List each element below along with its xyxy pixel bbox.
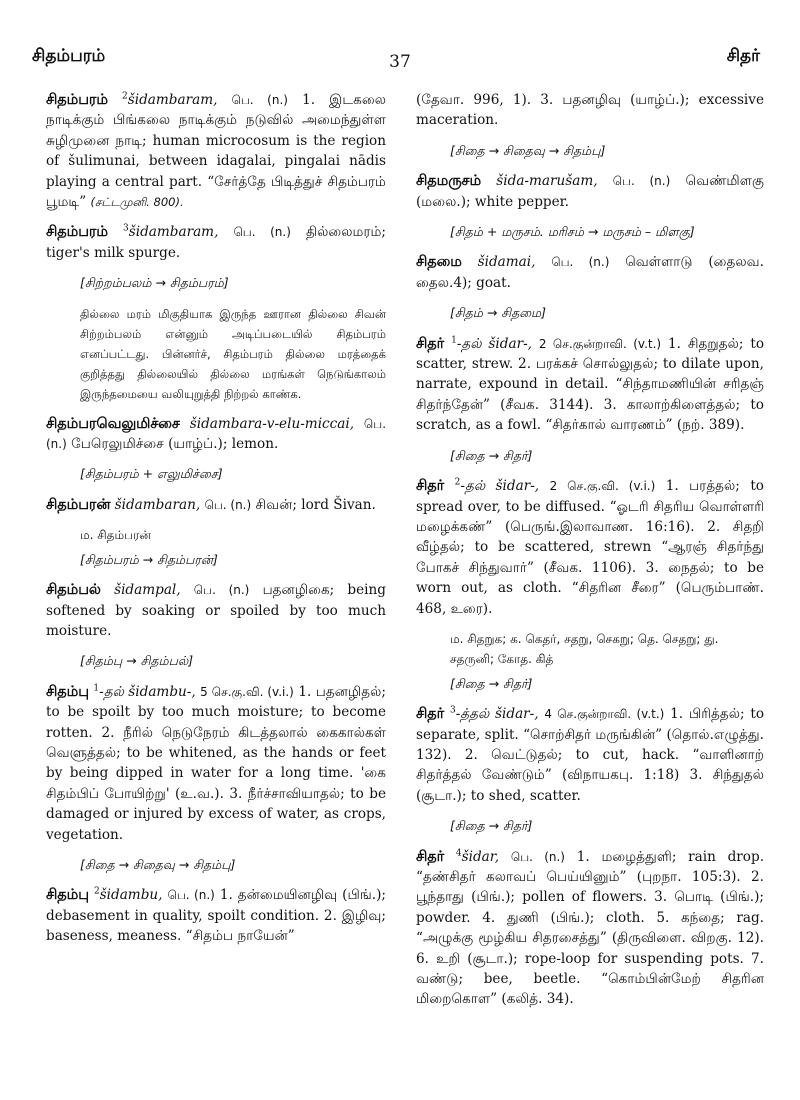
definition-text: 1. பிரித்தல்; to separate, split. “சொற்சிதர் மருங்கின்” (தொல்.எழுத்து. 132). 2. வெட்டுதல்; to cut, hack. “வாளினாற் சிதர்த்தல் வேண்டும்” (விநாயகபு. 1:18) 3. சிந்துதல் (சூடா.); to shed, scatter. <box>416 706 765 804</box>
part-of-speech: பெ. (n.) <box>510 849 565 864</box>
dictionary-entry <box>46 414 386 455</box>
sense-number: 2 <box>93 886 100 897</box>
sense-number: 4 <box>455 848 462 859</box>
dictionary-entry <box>416 476 764 619</box>
transliteration: šida-marušam, <box>496 173 598 190</box>
transliteration: šidambaran, <box>114 496 201 513</box>
transliteration: -தல் šidar-, <box>456 335 532 352</box>
part-of-speech: பெ. (n.) <box>167 888 215 903</box>
part-of-speech: பெ. (n.) <box>193 583 250 598</box>
running-head-right: சிதர் <box>726 46 760 66</box>
etymology: [சிதம்பரம் → சிதம்பரன்] <box>80 551 218 567</box>
dictionary-entry <box>416 704 764 806</box>
definition-text: 1. பதனழிதல்; to be spoilt by too much moisture; to become rotten. 2. நீரில் நெடுநேரம் கிடத்தலால் கைகால்கள் வெளுத்தல்; to be whitened, as the hands or feet by being dipped in water for a long time. 'கை சிதம்பிப் போயிற்று' (உ.வ.). 3. நீர்ச்சாவியாதல்; to be damaged or injured by excess of water, as crops, vegetation. <box>46 683 386 843</box>
part-of-speech: 5 செ.கு.வி. (v.i.) <box>200 684 294 699</box>
headword: சிதம்பு <box>46 887 89 904</box>
sense-number: 3 <box>449 705 456 716</box>
part-of-speech: பெ. (n.) <box>46 416 387 452</box>
headword: சிதர் <box>416 848 445 865</box>
etymology: [சிதம்பரம் + எலுமிச்சை] <box>80 466 223 482</box>
headword: சிதமருசம் <box>416 173 482 190</box>
etymology: [சிதம் → சிதமை] <box>450 305 546 321</box>
dictionary-entry <box>46 222 386 263</box>
etymology: [சிதம்பு → சிதம்பல்] <box>80 653 194 669</box>
part-of-speech: பெ. (n.) <box>551 255 610 270</box>
part-of-speech: 2 செ.கு.வி. (v.i.) <box>549 479 656 494</box>
definition-text: 1. தன்மையினழிவு (பிங்.); debasement in quality, spoilt condition. 2. இழிவு; baseness, meaness. “சிதம்ப நாயேன்” <box>46 887 386 945</box>
sense-number: 1 <box>451 335 457 346</box>
headword: சிதம்பரன் <box>46 496 111 513</box>
transliteration: šidambu, <box>99 887 163 904</box>
transliteration: -தல் šidambu-, <box>99 683 196 700</box>
part-of-speech: 4 செ.குன்றாவி. (v.t.) <box>544 707 665 722</box>
definition-text: தில்லைமரம்; tiger's milk spurge. <box>46 224 386 261</box>
definition-text: வெண்மிளகு (மலை.); white pepper. <box>416 173 765 210</box>
etymology: [சிதை → சிதர்] <box>450 818 533 834</box>
usage-note: தில்லை மரம் மிகுதியாக இருந்த ஊரான தில்லை சிவன் சிற்றம்பலம் என்னும் அடிப்படையில் சிதம்பரம் எனப்பட்டது. பின்னர்ச், சிதம்பரம் தில்லை மரத்தைக் குறித்தது தில்லையில் தில்லை மரங்கள் நெடுங்காலம் இருந்தமையை வலியுறுத்தி நிற்றல் காண்க. <box>80 306 386 401</box>
part-of-speech: பெ. (n.) <box>233 225 291 240</box>
dictionary-entry <box>46 495 386 515</box>
definition-text: 1. இடகலை நாடிக்கும் பிங்கலை நாடிக்கும் நடுவில் அமைந்துள்ள சுழிமுனை நாடி; human microcosum is the region of šulimunai, between idagalai, pingalai nādis playing a central part. “சேர்த்தே பிடித்துச் சிதம்பரம் பூமடி” <box>46 92 386 211</box>
definition-text: (தேவா. 996, 1). 3. பதனழிவு (யாழ்ப்.); excessive maceration. <box>416 92 764 129</box>
dictionary-entry <box>416 252 764 293</box>
part-of-speech: 2 செ.குன்றாவி. (v.t.) <box>538 336 662 351</box>
headword: சிதம்பரம் <box>46 224 108 241</box>
sense-number: 2 <box>454 477 461 488</box>
left-column <box>46 90 386 957</box>
dictionary-entry <box>416 171 764 212</box>
sense-number: 1 <box>93 683 100 694</box>
headword: சிதர் <box>416 706 445 723</box>
etymology: [சிற்றம்பலம் → சிதம்பரம்] <box>80 275 229 291</box>
definition-text: பதனழிகை; being softened by soaking or spoiled by too much moisture. <box>46 582 386 639</box>
etymology: [சிதை → சிதர்] <box>450 675 533 691</box>
transliteration: -த்தல் šidar-, <box>455 706 539 723</box>
part-of-speech: பெ. (n.) <box>204 497 252 512</box>
cognates: ம. சிதறுக; க. கெதர், சதறு, செகறு; தெ. செதறு; து. சதருனி; கோத. கித் <box>450 631 719 667</box>
citation: (சட்டமுனி. 800). <box>90 195 184 210</box>
cognates: ம. சிதம்பரன் <box>80 528 151 543</box>
transliteration: šidambaram, <box>127 92 218 108</box>
headword: சிதம்பரம் <box>46 92 108 108</box>
transliteration: šidamai, <box>477 254 536 271</box>
transliteration: šidambaram, <box>128 224 219 241</box>
headword: சிதம்பல் <box>46 582 101 599</box>
etymology: [சிதை → சிதைவு → சிதம்பு] <box>80 856 236 872</box>
etymology: [சிதை → சிதைவு → சிதம்பு] <box>450 142 606 158</box>
part-of-speech: பெ. (n.) <box>231 93 288 107</box>
sense-number: 3 <box>123 223 129 234</box>
right-column <box>416 90 764 1020</box>
running-head-left: சிதம்பரம் <box>32 46 106 66</box>
headword: சிதர் <box>416 335 445 352</box>
definition-text: சிவன்; lord Šivan. <box>255 496 376 513</box>
dictionary-entry <box>46 682 386 845</box>
headword: சிதம்பரவெலுமிச்சை <box>46 415 180 432</box>
page-number: 37 <box>389 52 411 72</box>
part-of-speech: பெ. (n.) <box>612 174 671 189</box>
definition-text: 1. மழைத்துளி; rain drop. “தண்சிதர் கலாவப் பெய்யினும்” (புறநா. 105:3). 2. பூந்தாது (பிங்.); pollen of flowers. 3. பொடி (பிங்.); powder. 4. துணி (பிங்.); cloth. 5. கந்தை; rag. “அழுக்கு மூழ்கிய சிதரசைத்து” (திருவிளை. விறகு. 12). 6. உறி (சூடா.); rope-loop for suspending pots. 7. வண்டு; bee, beetle. “கொம்பின்மேற் சிதரின மிறைகொள” (கலித். 34). <box>416 848 765 1008</box>
dictionary-entry <box>416 90 764 131</box>
dictionary-entry <box>416 847 764 1010</box>
dictionary-entry <box>46 90 386 212</box>
dictionary-entry <box>46 580 386 641</box>
headword: சிதம்பு <box>46 683 89 700</box>
definition-text: 1. பரத்தல்; to spread over, to be diffused. “ஓடரி சிதரிய வொள்ளரி மழைக்கண்” (பெருங்.இலாவாண. 16:16). 2. சிதறி வீழ்தல்; to be scattered, strewn “ஆரஞ் சிதர்ந்து போகச் சிந்துவார்” (சீவக. 1106). 3. நைதல்; to be worn out, as cloth. “சிதரின சீரை” (பெரும்பாண். 468, உரை). <box>416 478 764 617</box>
definition-text: வெள்ளாடு (தைலவ. தைல.4); goat. <box>416 254 764 291</box>
transliteration: šidampal, <box>114 582 181 599</box>
dictionary-entry <box>416 334 764 436</box>
etymology: [சிதம் + மருசம். மரிசம் → மருசம் – மிளகு] <box>450 224 695 240</box>
transliteration: šidambara-v-elu-miccai, <box>189 415 355 432</box>
dictionary-entry <box>46 885 386 946</box>
headword: சிதமை <box>416 254 462 271</box>
sense-number: 2 <box>122 91 128 102</box>
definition-text: பேரெலுமிச்சை (யாழ்ப்.); lemon. <box>71 436 279 453</box>
transliteration: šidar, <box>461 848 500 865</box>
etymology: [சிதை → சிதர்] <box>450 447 533 463</box>
headword: சிதர் <box>416 478 445 495</box>
definition-text: 1. சிதறுதல்; to scatter, strew. 2. பரக்கச் சொல்லுதல்; to dilate upon, narrate, expound in detail. “சிந்தாமணியின் சரிதஞ் சிதர்ந்தேன்” (சீவக. 3144). 3. காலாற்கிளைத்தல்; to scratch, as a fowl. “சிதர்கால் வாரணம்” (நற். 389). <box>416 335 765 434</box>
transliteration: -தல் šidar-, <box>460 478 540 495</box>
